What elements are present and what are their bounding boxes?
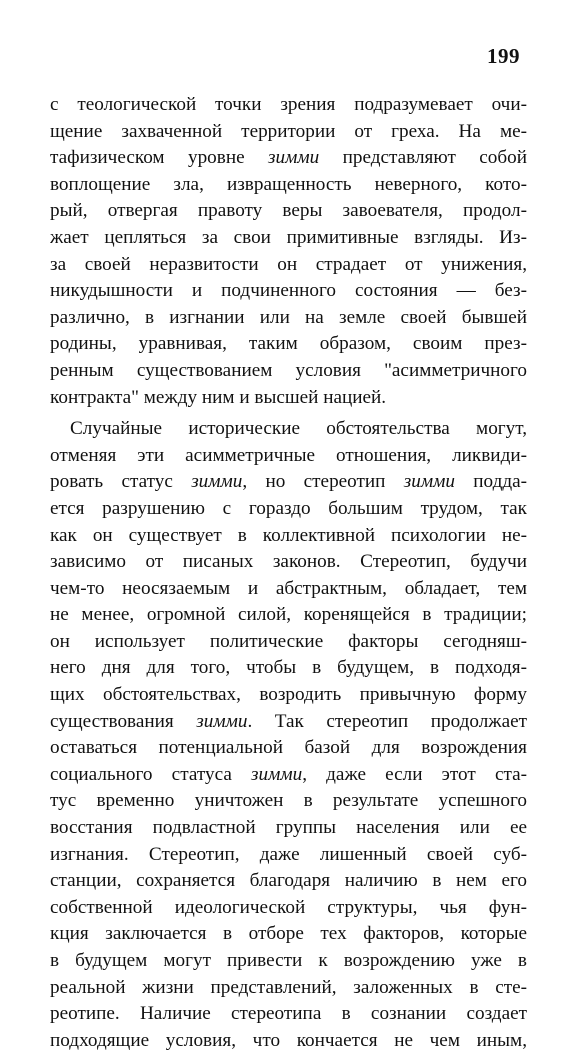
text-run: представляют собой (319, 147, 527, 169)
italic-term: зимми (251, 763, 303, 785)
text-run: Случайные исторические обстоятельства могут, (70, 418, 527, 440)
text-line (50, 198, 527, 225)
text-run: оставаться потенциальной базой для возрождения (50, 737, 527, 759)
italic-term: зимми (191, 471, 243, 493)
text-line (50, 1001, 527, 1028)
text-run: не менее, огромной силой, коренящейся в традиции; (50, 604, 527, 626)
text-line (50, 278, 527, 305)
text-line (50, 948, 527, 975)
text-run: ровать статус (50, 471, 192, 493)
text-run: никудышности и подчиненного состояния — без- (50, 280, 527, 302)
text-run: тус временно уничтожен в результате успешного (50, 790, 527, 812)
text-run: ется разрушению с гораздо большим трудом, так (50, 497, 527, 519)
text-line (50, 842, 527, 869)
text-run: станции, сохраняется благодаря наличию в нем его (50, 870, 527, 892)
text-line (50, 172, 527, 199)
body-text (50, 92, 527, 1054)
text-line (50, 331, 527, 358)
text-run: тафизическом уровне (50, 147, 269, 169)
text-line (50, 305, 527, 332)
text-line (50, 602, 527, 629)
text-line (50, 358, 527, 385)
text-run: подда- (454, 471, 527, 493)
text-line (50, 655, 527, 682)
text-line (50, 92, 527, 119)
text-run: него дня для того, чтобы в будущем, в подходя- (50, 657, 527, 679)
text-line (50, 1028, 527, 1054)
text-run: , но стереотип (242, 471, 404, 493)
text-line (50, 788, 527, 815)
text-line (50, 252, 527, 279)
paragraph (50, 416, 527, 1054)
text-line (50, 709, 527, 736)
text-run: собственной идеологической структуры, чья фун- (50, 896, 527, 918)
text-run: рый, отвергая правоту веры завоевателя, продол- (50, 200, 527, 222)
text-run: щение захваченной территории от греха. На ме- (50, 120, 527, 142)
text-line (50, 629, 527, 656)
text-line (50, 682, 527, 709)
italic-term: зимми (196, 710, 248, 732)
text-run: чем-то неосязаемым и абстрактным, обладает, тем (50, 577, 527, 599)
text-run: за своей неразвитости он страдает от унижения, (50, 253, 527, 275)
text-line (50, 443, 527, 470)
text-run: воплощение зла, извращенность неверного, кото- (50, 173, 527, 195)
text-run: с теологической точки зрения подразумевает очи- (50, 94, 527, 115)
text-run: щих обстоятельствах, возродить привычную форму (50, 684, 527, 706)
text-line (50, 496, 527, 523)
text-run: контракта" между ним и высшей нацией. (50, 386, 387, 408)
text-run: жает цепляться за свои примитивные взгляды. Из- (50, 226, 527, 248)
text-run: ренным существованием условия "асимметричного (50, 359, 527, 381)
text-line (50, 416, 527, 443)
text-run: существования (50, 710, 197, 732)
text-line (50, 815, 527, 842)
paragraph (50, 92, 527, 411)
text-line (50, 762, 527, 789)
text-run: реотипе. Наличие стереотипа в сознании создает (50, 1003, 527, 1025)
text-line (50, 576, 527, 603)
text-run: он использует политические факторы сегодняш- (50, 630, 527, 652)
text-run: восстания подвластной группы населения или ее (50, 817, 527, 839)
text-line (50, 119, 527, 146)
text-line (50, 385, 527, 412)
text-line (50, 225, 527, 252)
text-run: родины, уравнивая, таким образом, своим през- (50, 333, 527, 355)
text-line (50, 469, 527, 496)
text-run: социального статуса (50, 763, 252, 785)
text-run: отменяя эти асимметричные отношения, ликвиди- (50, 444, 527, 466)
text-line (50, 895, 527, 922)
text-run: кция заключается в отборе тех факторов, которые (50, 923, 527, 945)
text-line (50, 735, 527, 762)
text-run: изгнания. Стереотип, даже лишенный своей суб- (50, 843, 527, 865)
text-run: зависимо от писаных законов. Стереотип, будучи (50, 551, 527, 573)
text-run: различно, в изгнании или на земле своей бывшей (50, 306, 527, 328)
text-line (50, 145, 527, 172)
text-run: подходящие условия, что кончается не чем иным, (50, 1029, 527, 1051)
italic-term: зимми (268, 147, 320, 169)
italic-term: зимми (403, 471, 455, 493)
text-line (50, 975, 527, 1002)
text-run: реальной жизни представлений, заложенных в сте- (50, 976, 527, 998)
text-line (50, 868, 527, 895)
text-line (50, 523, 527, 550)
page-number: 199 (487, 44, 520, 68)
text-run: , даже если этот ста- (302, 763, 527, 785)
text-run: в будущем могут привести к возрождению уже в (50, 950, 527, 971)
text-run: как он существует в коллективной психологии не- (50, 524, 527, 546)
text-line (50, 921, 527, 948)
text-run: . Так стереотип продолжает (247, 710, 527, 732)
text-line (50, 549, 527, 576)
